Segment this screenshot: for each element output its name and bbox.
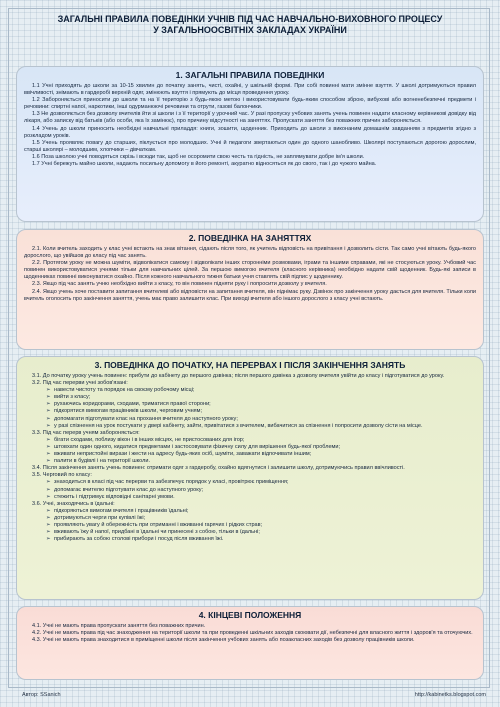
list-item: ➢ навести чистоту та порядок на своєму робочому місці; <box>54 387 476 394</box>
paragraph: 2.1. Коли вчитель заходить у клас учні встають на знак вітання, сідають після того, як учитель відповість на привітання і дозволить сісти. Так само учні вітають будь-якого дорослого, що увійшов до класу під час занять. <box>24 246 476 260</box>
section-title: 3. ПОВЕДІНКА ДО ПОЧАТКУ, НА ПЕРЕРВАХ І ПІСЛЯ ЗАКІНЧЕННЯ ЗАНЯТЬ <box>94 360 406 370</box>
list-item: ➢ проявляють увагу й обережність при отриманні і вживанні гарячих і рідких страв; <box>54 522 476 529</box>
paragraph: 4.2. Учні не мають права під час знаходження на території школи та при проведенні шкільних заходів скоювати дії, небезпечні для власного життя і здоров'я та оточуючих. <box>32 630 473 637</box>
section-behavior-in-class <box>16 229 484 350</box>
bullet-list <box>24 387 476 430</box>
list-item: ➢ дотримуються черги при купівлі їжі; <box>54 515 476 522</box>
bullet-list <box>24 437 476 465</box>
list-item: ➢ прибирають за собою столові прибори і посуд після вживання їжі. <box>54 536 476 543</box>
list-item: ➢ стежить і підтримує відповідні санітарні умови. <box>54 494 476 501</box>
section-general-rules <box>16 66 484 222</box>
section-title: 1. ЗАГАЛЬНІ ПРАВИЛА ПОВЕДІНКИ <box>175 70 325 80</box>
paragraph: 3.2. Під час перерви учні зобов'язані: <box>32 380 128 387</box>
paragraph: 4.1. Учні не мають права пропускати заняття без поважних причин. <box>32 623 206 629</box>
paragraph: 3.4. Після закінчення занять учень повинен: отримати одяг з гардеробу, охайно вдягнутися і залишити школу, дотримуючись правил ввічливості. <box>32 465 405 472</box>
section-title: 4. КІНЦЕВІ ПОЛОЖЕННЯ <box>198 610 302 620</box>
paragraph: 3.3. Під час перерв учням забороняється: <box>32 429 140 436</box>
paragraph: 1.1 Учні приходять до школи за 10-15 хвилин до початку занять, чисті, охайні, у шкільній формі. При собі повинні мати змінне взуття. У школі дотримуються правил ввічливості, знімають в гардеробі верхній одяг, змінюють взуття і прямують до місця проведення уроку. <box>24 83 476 97</box>
paragraph: 2.4. Якщо учень хоче поставити запитання вчителеві або відповісти на запитання вчителя, він піднімає руку. Дзвінок про закінчення уроку дається для вчителя. Тільки коли вчитель оголосить про закінчення заняття, учень має право залишити клас. При виході вчителя або іншого дорослого з класу учні встають. <box>24 288 476 302</box>
site-link[interactable]: http://kabinetks.blogspot.com <box>414 692 486 698</box>
paragraph: 2.3. Якщо під час занять учню необхідно вийти з класу, то він повинен підняти руку і попросити дозволу у вчителя. <box>32 281 327 288</box>
paragraph: 1.3 Не дозволяється без дозволу вчителів йти зі школи і з її території у урочний час. У разі пропуску учбових занять учень повинен надати класному керівникові довідку від лікаря, або записку від батьків (або особи, яка їх замінює), про причину відсутності на заняттях. Пропускати заняття без поважних причин забороняється. <box>24 111 476 125</box>
list-item: ➢ допомагати підготувати клас на прохання вчителя до наступного уроку; <box>54 416 476 423</box>
list-item: ➢ знаходиться в класі під час перерви та забезпечує порядок у класі, провітрює приміщення; <box>54 479 476 486</box>
bullet-list <box>24 508 476 543</box>
paragraph: 1.2 Забороняється приносити до школи та на її територію з будь-якою метою і використовувати будь-яким способом зброю, вибухові або вогненебезпечні предмети і речовини: спиртні напої, наркотики, інші одурманюючі речовини та отрути, газові балончики. <box>24 97 476 111</box>
paragraph: 1.7 Учні бережуть майно школи, надають посильну допомогу в його ремонті, акуратно відносяться як до свого, так і до чужого майна. <box>32 161 377 168</box>
paragraph: 1.6 Поза школою учні поводяться скрізь і всюди так, щоб не осоромити свою честь та гідність, не заплямувати добре ім'я школи. <box>32 153 365 160</box>
list-item: ➢ вживають їжу й напої, придбані в їдальні чи принесені з собою, тільки в їдальні; <box>54 529 476 536</box>
author-credit: Автор: SSanich <box>22 692 61 698</box>
paragraph: 1.4 Учень до школи приносить необхідні навчальні приладдя: книги, зошити, щоденник. Приходить до школи з виконаним домашнім завданням з предметів згідно з розкладом уроків. <box>24 125 476 139</box>
list-item: ➢ допомагає вчителю підготувати клас до наступного уроку; <box>54 487 476 494</box>
section-breaks-behavior <box>16 356 484 600</box>
list-item: ➢ у разі спізнення на урок постукати у двері кабінету, зайти, привітатися з вчителем, вибачитися за спізнення і попросити дозволу сісти на місце. <box>54 423 476 430</box>
section-title: 2. ПОВЕДІНКА НА ЗАНЯТТЯХ <box>188 233 312 243</box>
list-item: ➢ бігати сходами, поблизу вікон і в інших місцях, не пристосованих для ігор; <box>54 437 476 444</box>
paragraph: 2.2. Протягом уроку не можна шуміти, відволікатися самому і відволікати інших сторонніми розмовами, іграми та іншими справами, які не стосуються уроку. Учбовий час повинен використовуватися учнями тільки для навчальних цілей. За першою вимогою вчителя (класного керівника) необхідно надати свій щоденник. Будь-які записи в щоденниках повинні виконуватися охайно. Після кожного навчального тижня батьки учня ставлять свій підпис у щоденнику. <box>24 260 476 281</box>
poster-title: ЗАГАЛЬНІ ПРАВИЛА ПОВЕДІНКИ УЧНІВ ПІД ЧАС НАВЧАЛЬНО-ВИХОВНОГО ПРОЦЕСУ У ЗАГАЛЬНООСВІТНІХ ЗАКЛАДАХ УКРАЇНИ <box>57 14 443 35</box>
list-item: ➢ рухаючись коридорами, сходами, триматися правої сторони; <box>54 401 476 408</box>
list-item: ➢ підкорятися вимогам працівників школи, черговим учням; <box>54 408 476 415</box>
list-item: ➢ штовхати один одного, кидатися предметами і застосовувати фізичну силу для вирішення будь-якої проблеми; <box>54 444 476 451</box>
paragraph: 4.3. Учні не мають права знаходитися в приміщенні школи після закінчення учбових занять або позакласних заходів без дозволу працівників школи. <box>32 637 415 644</box>
paragraph: 1.5 Учень проявляє повагу до старших, піклується про молодших. Учні й педагоги звертаються один до одного шанобливо. Школярі поступаються дорогою дорослим, старші школярі – молодшим, хлопчики – дівчаткам. <box>24 139 476 153</box>
bullet-list <box>24 479 476 500</box>
section-final-provisions <box>16 606 484 680</box>
list-item: ➢ вживати непристойні вирази і жести на адресу будь-яких осіб, шуміти, заважати відпочивати іншим; <box>54 451 476 458</box>
paragraph: 3.6. Учні, знаходячись в їдальні: <box>32 500 115 507</box>
list-item: ➢ вийти з класу; <box>54 394 476 401</box>
list-item: ➢ палити в будівлі і на території школи. <box>54 458 476 465</box>
paragraph: 3.5. Черговий по класу: <box>32 472 92 479</box>
paragraph: 3.1. До початку уроку учень повинен: прибути до кабінету до першого дзвінка; після першого дзвінка з дозволу вчителя увійти до класу і підготуватися до уроку. <box>32 373 445 379</box>
list-item: ➢ підкоряються вимогам вчителя і працівників їдальні; <box>54 508 476 515</box>
